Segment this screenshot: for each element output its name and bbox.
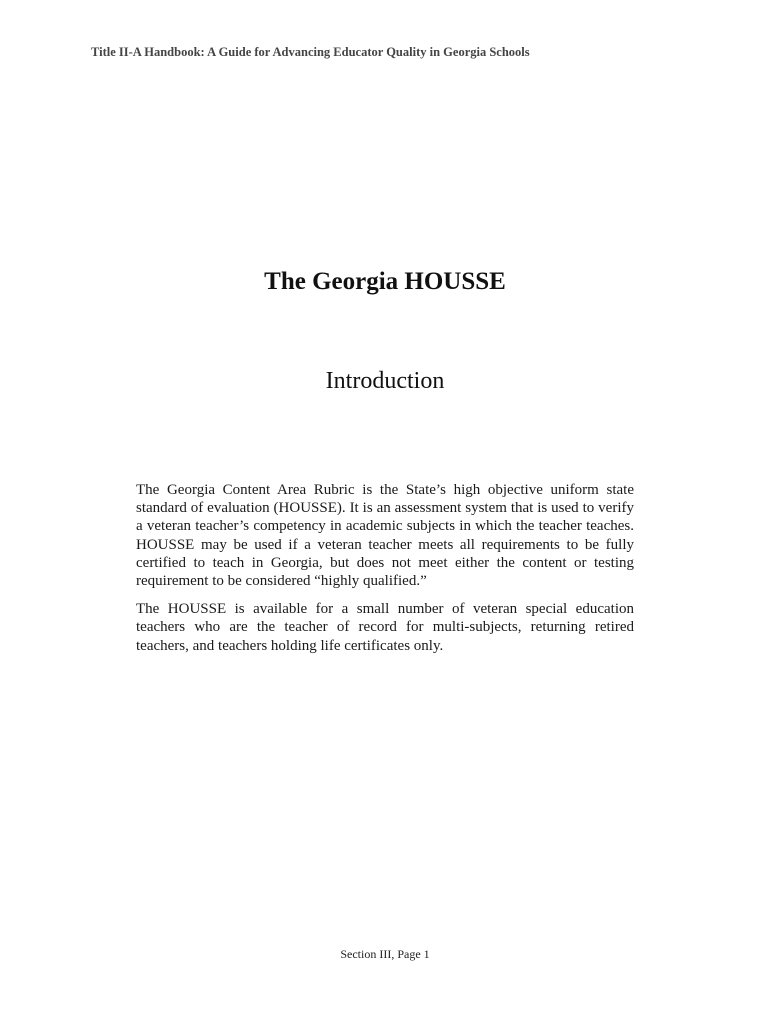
paragraph-intro: The Georgia Content Area Rubric is the State’s high objective uniform state standard of evaluation (HOUSSE). It is an assessment system that is used to verify a veteran teacher’s competency in academic subjects in which the teacher teaches. HOUSSE may be used if a veteran teacher meets all requirements to be fully certified to teach in Georgia, but does not meet either the content or testing requirement to be considered “highly qualified.” bbox=[136, 482, 634, 590]
page-footer: Section III, Page 1 bbox=[340, 947, 430, 961]
running-header: Title II-A Handbook: A Guide for Advancing Educator Quality in Georgia Schools bbox=[91, 45, 530, 59]
document-title: The Georgia HOUSSE bbox=[264, 268, 506, 295]
paragraph-availability: The HOUSSE is available for a small number of veteran special education teachers who are the teacher of record for multi-subjects, returning retired teachers, and teachers holding life certificates only. bbox=[136, 601, 634, 654]
section-heading: Introduction bbox=[325, 368, 445, 394]
body-text bbox=[136, 481, 634, 665]
